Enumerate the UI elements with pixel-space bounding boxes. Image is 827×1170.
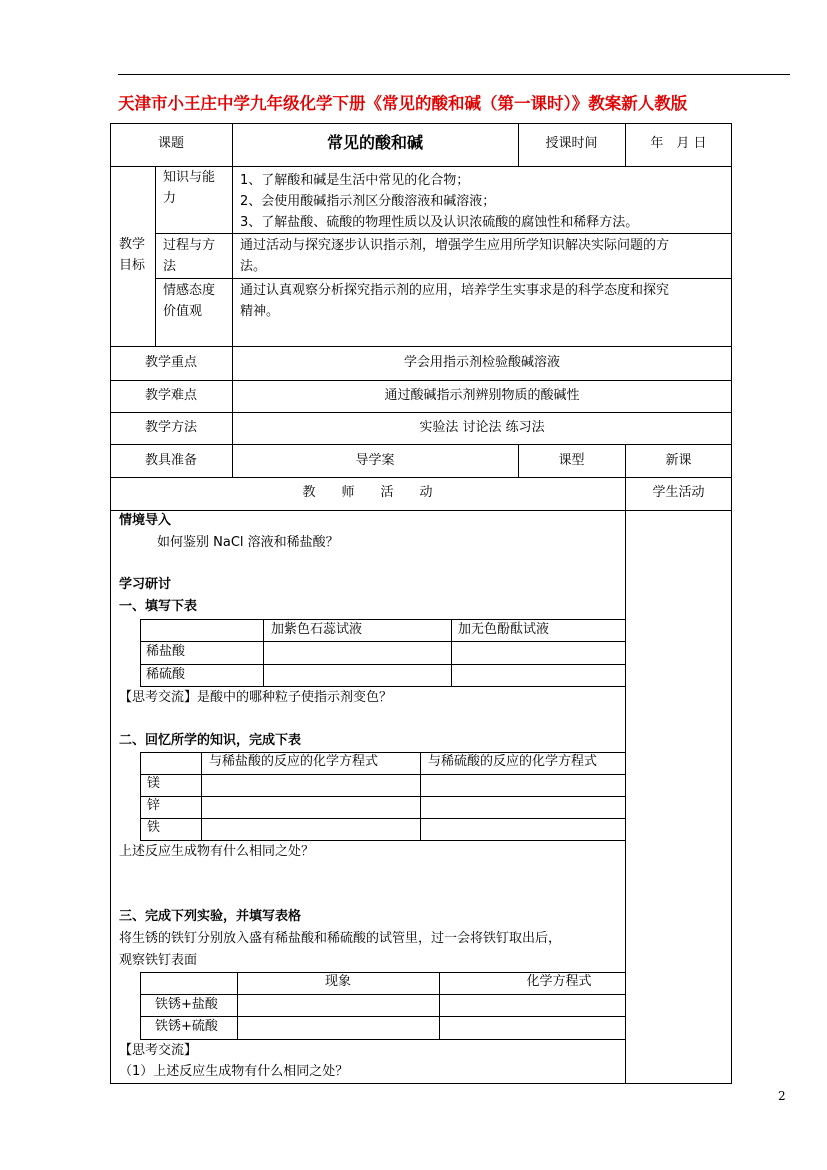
table2-header: 与稀硫酸的反应的化学方程式 — [428, 754, 598, 769]
topic-label: 课题 — [157, 136, 184, 151]
table2-row-label: 铁 — [147, 820, 161, 835]
method-text: 实验法 讨论法 练习法 — [419, 420, 545, 435]
type-label: 课型 — [558, 453, 585, 468]
topic-text: 常见的酸和碱 — [326, 133, 423, 152]
intro-question: 如何鉴别 NaCl 溶液和稀盐酸？ — [157, 535, 339, 550]
section-3-heading: 三、完成下列实验，并填写表格 — [119, 909, 302, 924]
table1-header: 加紫色石蕊试液 — [271, 622, 363, 637]
focus-label: 教学重点 — [144, 355, 197, 370]
table1-row-label: 稀盐酸 — [146, 644, 186, 659]
emotion-text: 通过认真观察分析探究指示剂的应用，培养学生实事求是的科学态度和探究 精神。 — [240, 283, 670, 319]
table2-row-label: 锌 — [147, 798, 161, 813]
process-label: 过程与方 法 — [163, 238, 216, 274]
knowledge-item: 3、了解盐酸、硫酸的物理性质以及认识浓硫酸的腐蚀性和稀释方法。 — [240, 215, 639, 230]
tools-text: 导学案 — [355, 453, 395, 468]
knowledge-item: 1、了解酸和碱是生活中常见的化合物； — [240, 173, 470, 188]
difficulty-text: 通过酸碱指示剂辨别物质的酸碱性 — [384, 388, 580, 403]
student-activity-header: 学生活动 — [652, 485, 705, 500]
page-number: 2 — [778, 1089, 786, 1103]
table1-row-label: 稀硫酸 — [146, 667, 186, 682]
indicator-table — [140, 619, 626, 687]
knowledge-item: 2、会使用酸碱指示剂区分酸溶液和碱溶液； — [240, 194, 496, 209]
think-exchange-2: 【思考交流】 — [119, 1043, 198, 1058]
process-text: 通过活动与探究逐步认识指示剂，增强学生应用所学知识解决实际问题的方 法。 — [240, 238, 670, 274]
table3-row-label: 铁锈+盐酸 — [155, 997, 218, 1012]
question-2: 上述反应生成物有什么相同之处？ — [119, 844, 315, 859]
section-3-text-2: 观察铁钉表面 — [119, 953, 198, 968]
section-1-heading: 一、填写下表 — [119, 599, 198, 614]
emotion-label: 情感态度 价值观 — [163, 283, 216, 319]
table2-row-label: 镁 — [147, 776, 161, 791]
header-rule — [118, 74, 790, 75]
think-exchange-1: 【思考交流】是酸中的哪种粒子使指示剂变色？ — [119, 690, 393, 705]
study-heading: 学习研讨 — [119, 577, 172, 592]
topic-title — [232, 132, 518, 154]
question-3: （1）上述反应生成物有什么相同之处？ — [119, 1064, 349, 1079]
teacher-activity-header: 教 师 活 动 — [302, 485, 433, 500]
difficulty-label: 教学难点 — [144, 388, 197, 403]
lesson-date: 年 月 日 — [650, 136, 707, 151]
section-3-text-1: 将生锈的铁钉分别放入盛有稀盐酸和稀硫酸的试管里，过一会将铁钉取出后， — [119, 931, 562, 946]
type-text: 新课 — [665, 453, 692, 468]
section-2-heading: 二、回忆所学的知识，完成下表 — [119, 733, 302, 748]
document-title: 天津市小王庄中学九年级化学下册《常见的酸和碱（第一课时）》教案新人教版 — [118, 94, 688, 113]
knowledge-label: 知识与能 力 — [163, 170, 216, 206]
table2-header: 与稀盐酸的反应的化学方程式 — [209, 754, 379, 769]
time-label: 授课时间 — [545, 136, 598, 151]
intro-heading: 情境导入 — [119, 513, 172, 528]
table1-header: 加无色酚酞试液 — [458, 622, 550, 637]
table3-header: 化学方程式 — [526, 974, 592, 989]
focus-text: 学会用指示剂检验酸碱溶液 — [403, 355, 560, 370]
goals-label: 教学 目标 — [119, 237, 146, 273]
tools-label: 教具准备 — [144, 453, 197, 468]
method-label: 教学方法 — [144, 420, 197, 435]
table3-header: 现象 — [324, 974, 351, 989]
table3-row-label: 铁锈+硫酸 — [155, 1019, 218, 1034]
